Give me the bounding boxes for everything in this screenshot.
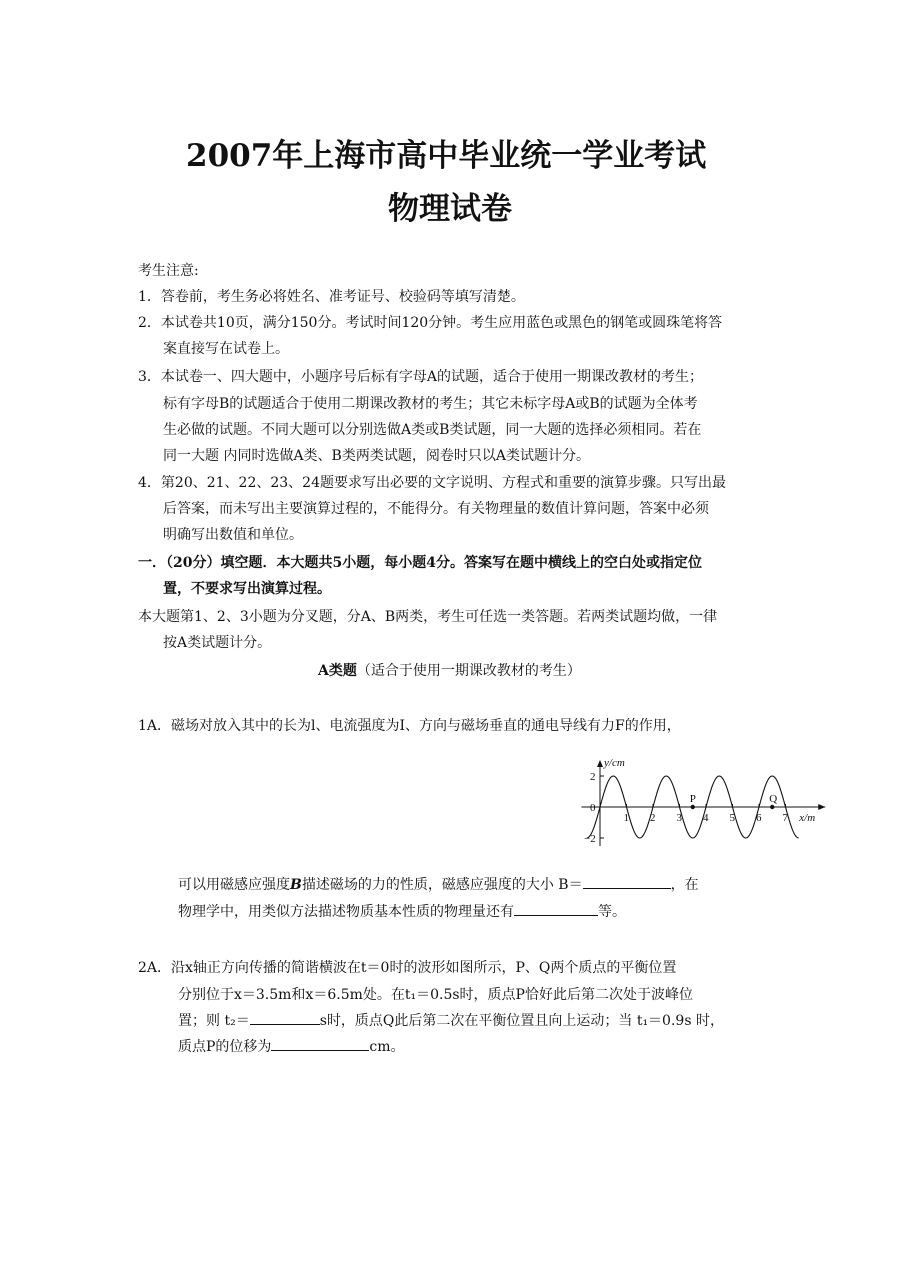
question-1a-line-1: 1A．磁场对放入其中的长为l、电流强度为I、方向与磁场垂直的通电导线有力F的作用，: [138, 718, 681, 734]
notice-item-3-line-3: 生必做的试题。不同大题可以分别选做A类或B类试题，同一大题的选择必须相同。若在: [163, 422, 702, 438]
x-tick-label: 3: [676, 812, 682, 824]
q2a-text-3-post: s时，质点Q此后第二次在平衡位置且向上运动；当 t₁＝0.9s 时，: [319, 1013, 724, 1029]
q1a-text-post: ，在: [670, 877, 699, 893]
q1a-text-mid: 描述磁场的力的性质，磁感应强度的大小 B＝: [301, 877, 583, 893]
x-tick-label: 4: [703, 812, 709, 824]
notice-item-3-line-2: 标有字母B的试题适合于使用二期课改教材的考生；其它未标字母A或B的试题为全体考: [163, 396, 698, 412]
q1a-text-3-post: 等。: [598, 904, 626, 920]
question-2a-line-1: 2A．沿x轴正方向传播的简谐横波在t＝0时的波形如图所示，P、Q两个质点的平衡位置: [138, 960, 677, 976]
answer-blank-displacement[interactable]: [271, 1036, 369, 1051]
category-a-label: A类题: [318, 663, 357, 679]
question-2a-line-3: [178, 1008, 724, 1034]
x-tick-label: 1: [623, 812, 629, 824]
notice-item-4-line-3: 明确写出数值和单位。: [163, 527, 303, 543]
category-a-description: （适合于使用一期课改教材的考生）: [356, 663, 581, 679]
exam-subtitle: 物理试卷: [388, 191, 512, 227]
x-tick-label: 6: [756, 812, 762, 824]
particle-point: [770, 805, 774, 809]
answer-blank-b[interactable]: [583, 874, 671, 889]
symbol-b: B: [290, 877, 302, 893]
section-note-line-2: 按A类试题计分。: [163, 635, 272, 651]
particle-label: Q: [769, 793, 778, 805]
notice-item-3-line-4: 同一大题 内同时选做A类、B类两类试题，阅卷时只以A类试题计分。: [163, 448, 590, 464]
answer-blank-t2[interactable]: [250, 1010, 320, 1025]
notice-item-2-line-2: 案直接写在试卷上。: [163, 341, 289, 357]
y-tick-label: −2: [584, 833, 596, 845]
y-tick-label: 0: [590, 802, 596, 814]
notice-heading: 考生注意:: [138, 263, 199, 279]
section-note-line-1: 本大题第1、2、3小题为分叉题，分A、B两类，考生可任选一类答题。若两类试题均做，一律: [138, 609, 718, 625]
notice-item-2-line-1: 2．本试卷共10页，满分150分。考试时间120分钟。考生应用蓝色或黑色的钢笔或圆珠笔将答: [138, 315, 723, 331]
question-2a-line-4: [178, 1034, 405, 1060]
y-axis-label: y/cm: [604, 757, 625, 769]
x-axis-label: x/m: [799, 812, 816, 824]
y-axis-arrow: [597, 760, 603, 767]
notice-item-1: 1．答卷前，考生务必将姓名、准考证号、校验码等填写清楚。: [138, 289, 525, 305]
notice-item-3-line-1: 3．本试卷一、四大题中，小题序号后标有字母A的试题，适合于使用一期课改教材的考生；: [138, 369, 704, 385]
section-heading-line-1: 一．（20分）填空题．本大题共5小题，每小题4分。答案写在题中横线上的空白处或指定位: [138, 555, 702, 571]
q2a-text-4-post: cm。: [369, 1039, 405, 1055]
answer-blank-quantity[interactable]: [514, 901, 598, 916]
q2a-text-4: 质点P的位移为: [178, 1039, 272, 1055]
particle-label: P: [689, 793, 696, 805]
notice-item-4-line-2: 后答案，而未写出主要演算过程的，不能得分。有关物理量的数值计算问题，答案中必须: [163, 501, 709, 517]
x-tick-label: 7: [782, 812, 788, 824]
q1a-text: 可以用磁感应强度: [178, 877, 290, 893]
notice-item-4-line-1: 4．第20、21、22、23、24题要求写出必要的文字说明、方程式和重要的演算步骤。只写出最: [138, 475, 726, 491]
wave-chart: [574, 752, 834, 852]
exam-title: 2007年上海市高中毕业统一学业考试: [186, 138, 707, 174]
x-tick-label: 2: [650, 812, 656, 824]
category-a-subtitle: [318, 658, 581, 684]
y-tick-label: 2: [590, 771, 596, 783]
question-1a-line-3: [178, 899, 626, 925]
x-axis-arrow: [818, 804, 825, 810]
particle-point: [691, 805, 695, 809]
q2a-text-3: 置；则 t₂＝: [178, 1013, 250, 1029]
section-heading-line-2: 置，不要求写出演算过程。: [163, 581, 331, 597]
question-1a-line-2: [178, 872, 699, 898]
x-tick-label: 5: [729, 812, 735, 824]
q1a-text-3: 物理学中，用类似方法描述物质基本性质的物理量还有: [178, 904, 514, 920]
question-2a-line-2: 分别位于x＝3.5m和x＝6.5m处。在t₁＝0.5s时，质点P恰好此后第二次处于波峰位: [178, 987, 693, 1003]
